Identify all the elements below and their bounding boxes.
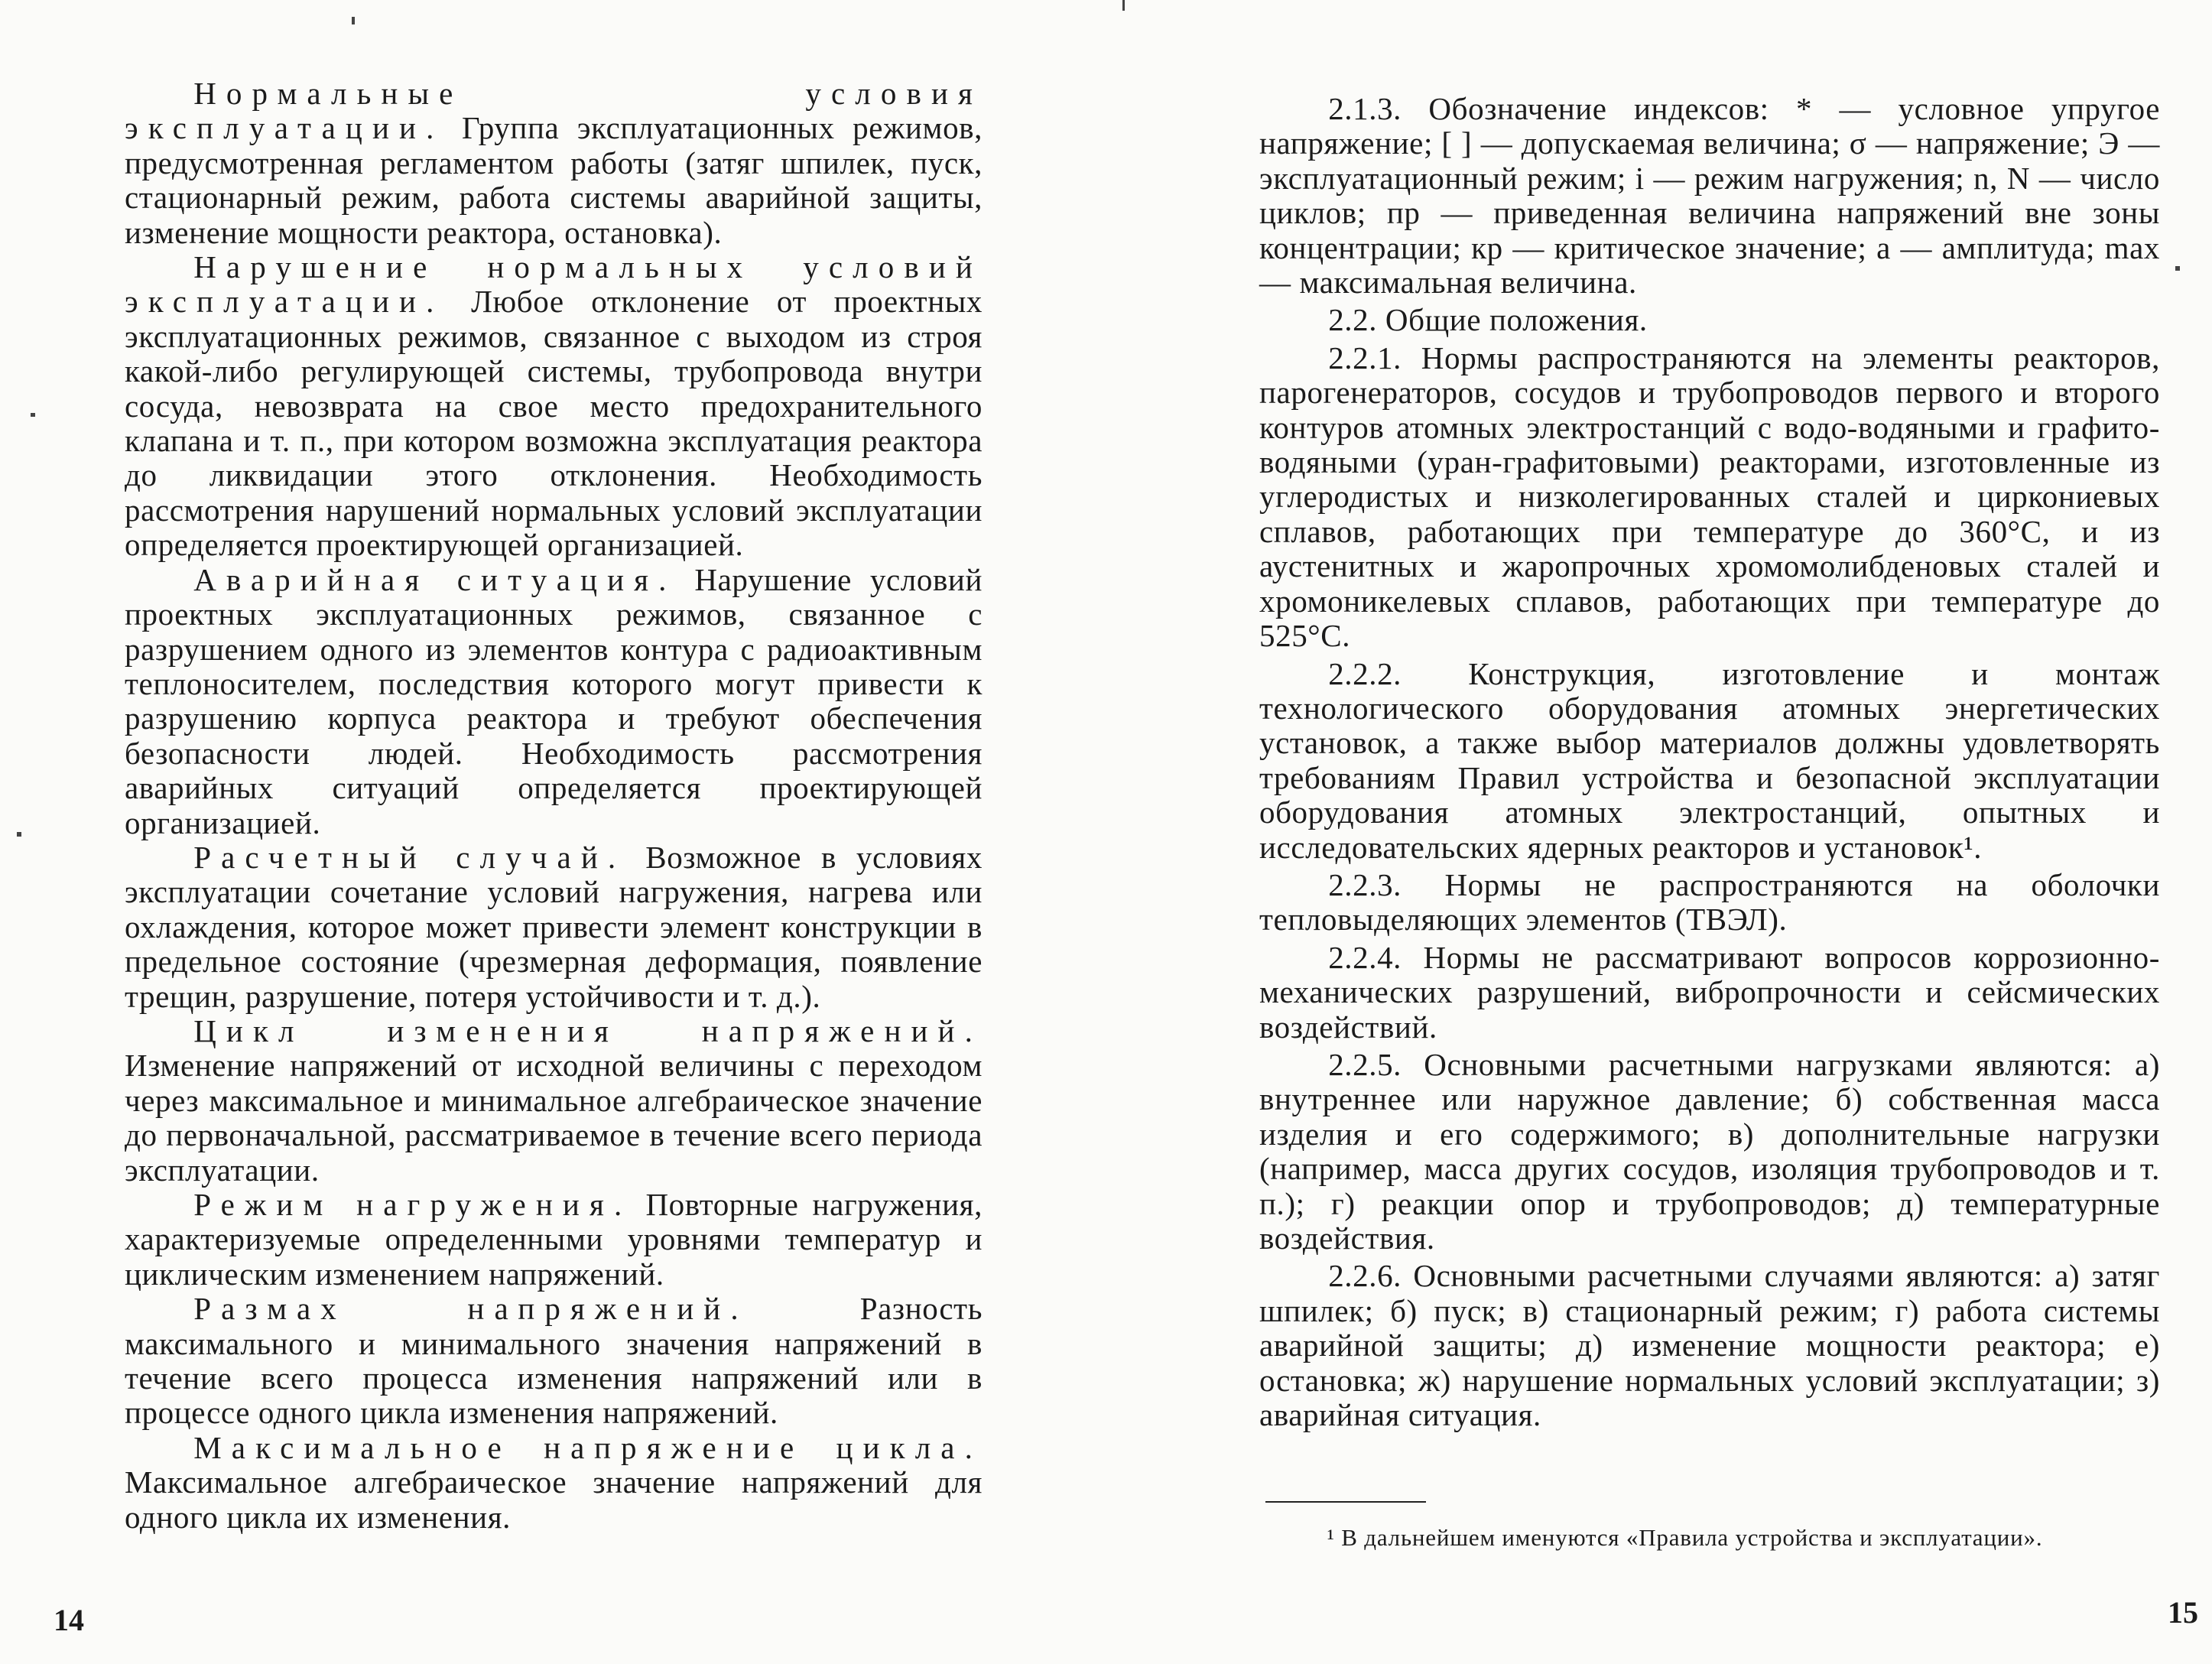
definition-term: Аварийная ситуация.: [193, 561, 677, 597]
definition-paragraph: [125, 840, 983, 1014]
definition-paragraph: [125, 1014, 983, 1188]
scan-speck: [352, 17, 355, 24]
section-heading: 2.2. Общие положения.: [1328, 302, 1648, 338]
section-paragraph: 2.2.4. Нормы не рассматривают вопросов коррозионно-механических разрушений, вибропрочности и сейсмических воздействий.: [1259, 939, 2160, 1045]
definition-term: Нарушение нормальных условий эксплуатации.: [125, 249, 983, 320]
footnote: ¹ В дальнейшем именуются «Правила устройства и эксплуатации».: [1327, 1524, 2043, 1551]
definition-paragraph: [125, 1292, 983, 1431]
section-paragraph: 2.1.3. Обозначение индексов: * — условное упругое напряжение; [ ] — допускаемая величина; σ — напряжение; Э — эксплуатационный режим; i — режим нагружения; n, N — число циклов; пр — приведенная величина напряжений вне зоны концентрации; кр — критическое значение; а — амплитуда; max — максимальная величина.: [1259, 91, 2160, 301]
definition-text: Группа эксплуатационных режимов, предусмотренная регламентом работы (затяг шпилек, пуск, стационарный режим, работа системы аварийной защиты, изменение мощности реактора, остановка).: [125, 110, 983, 250]
definition-paragraph: [125, 250, 983, 563]
section-paragraph: 2.2.5. Основными расчетными нагрузками являются: а) внутреннее или наружное давление; б) собственная масса изделия и его содержимого; в) дополнительные нагрузки (например, масса других сосудов, изоляция трубопроводов и т. п.); г) реакции опор и трубопроводов; д) температурные воздействия.: [1259, 1046, 2160, 1256]
definition-text: Повторные нагружения, характеризуемые определенными уровнями температур и циклическим изменением напряжений.: [125, 1187, 983, 1292]
definition-text: Любое отклонение от проектных эксплуатационных режимов, связанное с выходом из строя какой-либо регулирующей системы, трубопровода внутри сосуда, невозврата на свое место предохранительного клапана и т. п., при котором возможна эксплуатация реактора до ликвидации этого отклонения. Необходимость рассмотрения нарушений нормальных условий эксплуатации определяется проектирующей организацией.: [125, 284, 983, 563]
definition-paragraph: [125, 1188, 983, 1292]
section-paragraph: 2.2.3. Нормы не распространяются на оболочки тепловыделяющих элементов (ТВЭЛ).: [1259, 866, 2160, 938]
right-page: [1259, 92, 2160, 1435]
scan-speck: [2175, 266, 2180, 271]
definition-paragraph: [125, 76, 983, 250]
section-paragraph: 2.2.6. Основными расчетными случаями являются: а) затяг шпилек; б) пуск; в) стационарный режим; г) работа системы аварийной защиты; д) изменение мощности реактора; е) остановка; ж) нарушение нормальных условий эксплуатации; з) аварийная ситуация.: [1259, 1258, 2160, 1433]
scan-speck: [1122, 0, 1125, 11]
footnote-divider: [1265, 1501, 1426, 1503]
definition-term: Максимальное напряжение цикла.: [193, 1429, 983, 1465]
definition-term: Цикл изменения напряжений.: [193, 1012, 983, 1048]
section-paragraph: 2.2.2. Конструкция, изготовление и монтаж технологического оборудования атомных энергетических установок, а также выбор материалов должны удовлетворять требованиям Правил устройства и безопасной эксплуатации оборудования атомных электростанций, опытных и исследовательских ядерных реакторов и установок¹.: [1259, 655, 2160, 865]
definition-paragraph: [125, 563, 983, 840]
definition-term: Расчетный случай.: [193, 839, 626, 875]
definition-text: Разность максимального и минимального значения напряжений в течение всего процесса изменения напряжений или в процессе одного цикла изменения напряжений.: [125, 1291, 983, 1431]
definition-paragraph: [125, 1431, 983, 1535]
definition-term: Режим нагружения.: [193, 1187, 632, 1222]
left-page: [125, 76, 983, 1535]
definition-text: Максимальное алгебраическое значение напряжений для одного цикла их изменения.: [125, 1464, 983, 1535]
definition-term: Размах напряжений.: [193, 1291, 749, 1327]
definition-term: Нормальные условия эксплуатации.: [125, 76, 983, 146]
page-number-left: 14: [54, 1603, 84, 1637]
scan-speck: [31, 413, 35, 417]
page-number-right: 15: [2168, 1595, 2198, 1630]
scan-speck: [17, 832, 21, 837]
definition-text: Нарушение условий проектных эксплуатационных режимов, связанное с разрушением одного из элементов контура с радиоактивным теплоносителем, последствия которого могут привести к разрушению корпуса реактора и требуют обеспечения безопасности людей. Необходимость рассмотрения аварийных ситуаций определяется проектирующей организацией.: [125, 561, 983, 840]
definition-text: Изменение напряжений от исходной величины с переходом через максимальное и минимальное алгебраическое значение до первоначальной, рассматриваемое в течение всего периода эксплуатации.: [125, 1048, 983, 1188]
definition-text: Возможное в условиях эксплуатации сочетание условий нагружения, нагрева или охлаждения, которое может привести элемент конструкции в предельное состояние (чрезмерная деформация, появление трещин, разрушение, потеря устойчивости и т. д.).: [125, 839, 983, 1014]
section-paragraph: 2.2.1. Нормы распространяются на элементы реакторов, парогенераторов, сосудов и трубопроводов первого и второго контуров атомных электростанций с водо-водяными и графито-водяными (уран-графитовыми) реакторами, изготовленные из углеродистых и низколегированных сталей и циркониевых сплавов, работающих при температуре до 360°C, и из аустенитных и жаропрочных хромомолибденовых сталей и хромоникелевых сплавов, работающих при температуре до 525°C.: [1259, 340, 2160, 654]
